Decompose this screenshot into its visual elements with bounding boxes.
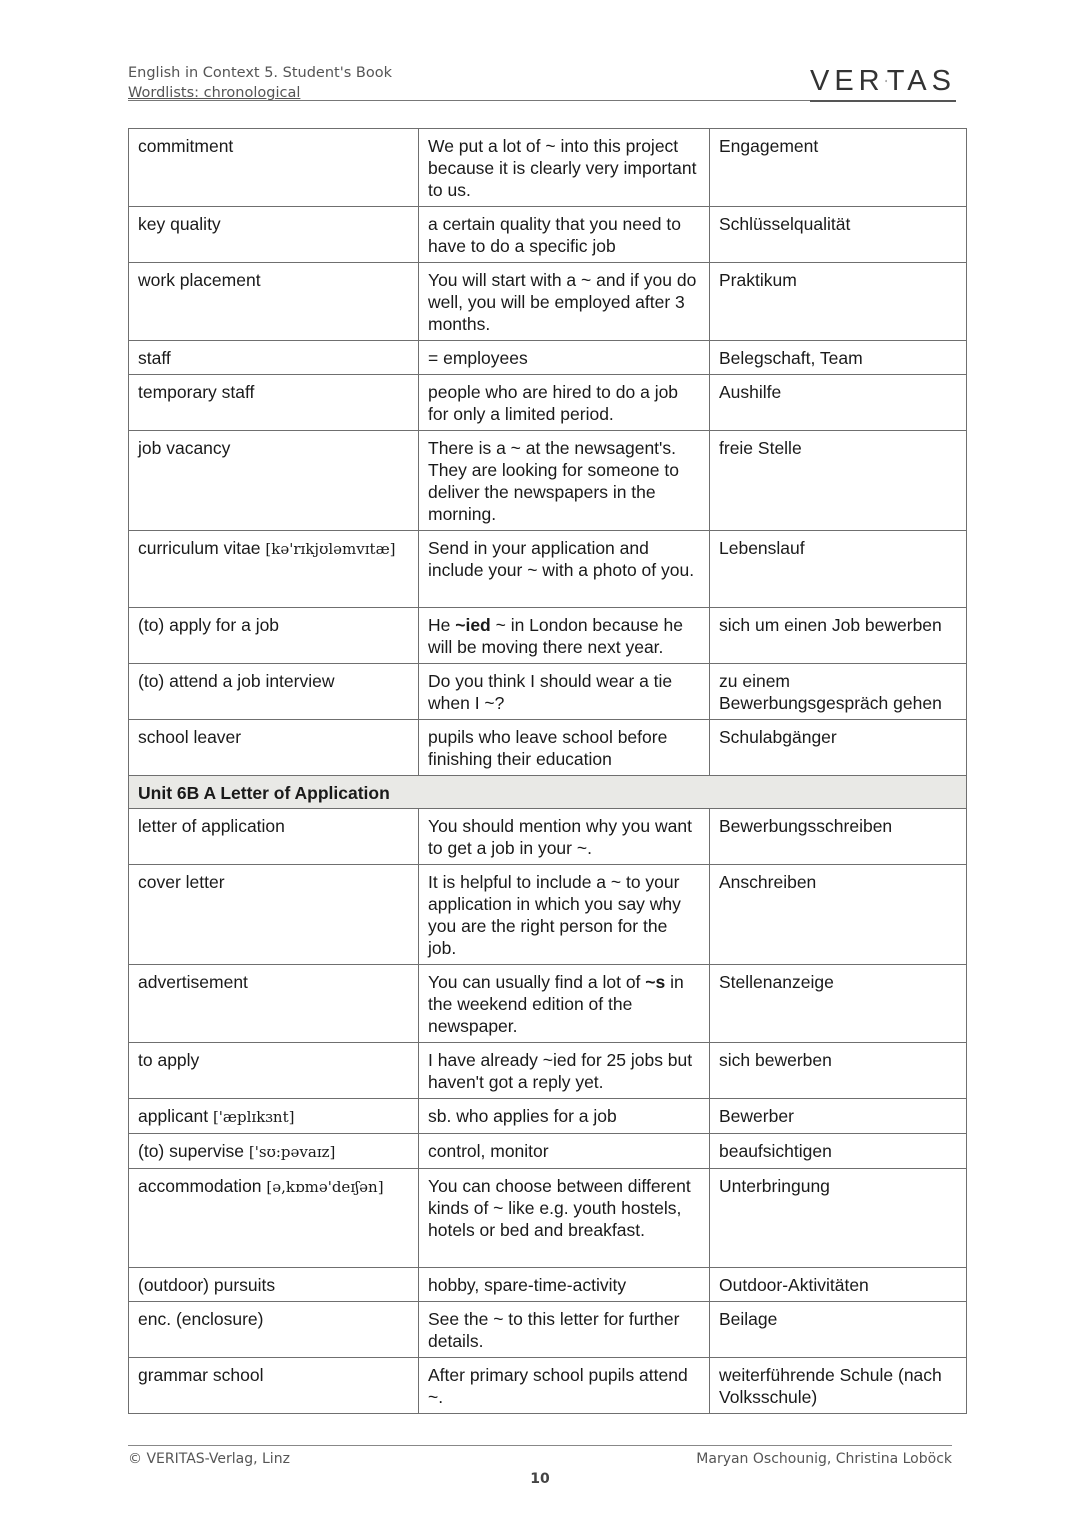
example-cell: You should mention why you want to get a job in your ~. (419, 809, 710, 865)
term-cell: grammar school (129, 1358, 419, 1414)
term-text: curriculum vitae (138, 538, 261, 558)
term-cell: commitment (129, 129, 419, 207)
example-bold-text: ~s (645, 972, 666, 992)
translation-cell: Bewerber (710, 1099, 967, 1134)
logo-text-right: TAS (886, 64, 956, 97)
term-cell (129, 531, 419, 608)
translation-cell: Bewerbungsschreiben (710, 809, 967, 865)
translation-cell: freie Stelle (710, 431, 967, 531)
example-cell: = employees (419, 341, 710, 375)
table-row (129, 1302, 967, 1358)
term-cell: (to) attend a job interview (129, 664, 419, 720)
translation-cell: zu einem Bewerbungsgespräch gehen (710, 664, 967, 720)
table-row (129, 809, 967, 865)
example-cell: people who are hired to do a job for only a limited period. (419, 375, 710, 431)
unit-heading: Unit 6B A Letter of Application (129, 776, 967, 809)
translation-cell: sich bewerben (710, 1043, 967, 1099)
term-cell: cover letter (129, 865, 419, 965)
term-cell: job vacancy (129, 431, 419, 531)
translation-cell: Outdoor-Aktivitäten (710, 1268, 967, 1302)
example-text: ~ in London because he will be moving there next year. (428, 615, 688, 657)
term-text: (to) supervise (138, 1141, 245, 1161)
unit-heading-row (129, 776, 967, 809)
pronunciation: [kə'rɪkjʊləmvɪtæ] (265, 540, 396, 558)
logo-text-left: VER (810, 64, 885, 97)
translation-cell: Schulabgänger (710, 720, 967, 776)
term-text: applicant (138, 1106, 209, 1126)
term-cell: (to) apply for a job (129, 608, 419, 664)
example-cell (419, 608, 710, 664)
pronunciation: [ə,kɒmə'deɪʃən] (266, 1178, 384, 1196)
page-header (128, 63, 392, 103)
translation-cell: beaufsichtigen (710, 1134, 967, 1169)
example-cell: sb. who applies for a job (419, 1099, 710, 1134)
example-cell: After primary school pupils attend ~. (419, 1358, 710, 1414)
translation-cell: Stellenanzeige (710, 965, 967, 1043)
footer-divider (128, 1445, 952, 1446)
translation-cell: Praktikum (710, 263, 967, 341)
table-row (129, 431, 967, 531)
table-row (129, 1169, 967, 1268)
translation-cell: Unterbringung (710, 1169, 967, 1268)
table-row (129, 608, 967, 664)
term-text: accommodation (138, 1176, 262, 1196)
example-cell: I have already ~ied for 25 jobs but haven't got a reply yet. (419, 1043, 710, 1099)
term-cell: key quality (129, 207, 419, 263)
logo-digit: 1 (885, 81, 887, 83)
author-credit: Maryan Oschounig, Christina Loböck (696, 1451, 952, 1467)
translation-cell: Belegschaft, Team (710, 341, 967, 375)
table-row (129, 375, 967, 431)
term-cell: to apply (129, 1043, 419, 1099)
example-cell: control, monitor (419, 1134, 710, 1169)
pronunciation: ['æplɪkɜnt] (212, 1108, 295, 1126)
example-cell: There is a ~ at the newsagent's. They are looking for someone to deliver the newspapers in the morning. (419, 431, 710, 531)
example-cell: a certain quality that you need to have to do a specific job (419, 207, 710, 263)
term-cell: advertisement (129, 965, 419, 1043)
translation-cell: Schlüsselqualität (710, 207, 967, 263)
term-cell: school leaver (129, 720, 419, 776)
publisher-credit: © VERITAS-Verlag, Linz (128, 1451, 290, 1467)
translation-cell: sich um einen Job bewerben (710, 608, 967, 664)
term-cell: (outdoor) pursuits (129, 1268, 419, 1302)
table-row (129, 865, 967, 965)
term-cell: enc. (enclosure) (129, 1302, 419, 1358)
term-cell: work placement (129, 263, 419, 341)
example-cell: You can choose between different kinds of ~ like e.g. youth hostels, hotels or bed and breakfast. (419, 1169, 710, 1268)
header-divider (128, 100, 812, 101)
example-cell: hobby, spare-time-activity (419, 1268, 710, 1302)
table-row (129, 664, 967, 720)
table-row (129, 1099, 967, 1134)
page-number: 10 (530, 1471, 550, 1487)
translation-cell: Aushilfe (710, 375, 967, 431)
table-row (129, 531, 967, 608)
example-cell: It is helpful to include a ~ to your application in which you say why you are the right person for the job. (419, 865, 710, 965)
term-cell (129, 1099, 419, 1134)
pronunciation: ['sʊ:pəvaɪz] (248, 1143, 336, 1161)
term-cell: staff (129, 341, 419, 375)
veritas-logo (810, 62, 956, 102)
table-row (129, 1043, 967, 1099)
table-row (129, 129, 967, 207)
example-cell: You will start with a ~ and if you do well, you will be employed after 3 months. (419, 263, 710, 341)
translation-cell: Beilage (710, 1302, 967, 1358)
example-cell: See the ~ to this letter for further details. (419, 1302, 710, 1358)
example-cell (419, 965, 710, 1043)
table-row (129, 1134, 967, 1169)
example-text: He (428, 615, 456, 635)
table-row (129, 263, 967, 341)
translation-cell: weiterführende Schule (nach Volksschule) (710, 1358, 967, 1414)
example-cell: We put a lot of ~ into this project because it is clearly very important to us. (419, 129, 710, 207)
wordlist-subtitle: Wordlists: chronological (128, 85, 301, 101)
table-row (129, 720, 967, 776)
table-row (129, 1268, 967, 1302)
term-cell: letter of application (129, 809, 419, 865)
table-row (129, 341, 967, 375)
translation-cell: Engagement (710, 129, 967, 207)
term-cell: temporary staff (129, 375, 419, 431)
term-cell (129, 1134, 419, 1169)
translation-cell: Anschreiben (710, 865, 967, 965)
example-cell: Send in your application and include your ~ with a photo of you. (419, 531, 710, 608)
vocabulary-table (128, 128, 967, 1414)
term-cell (129, 1169, 419, 1268)
example-bold-text: ~ied (455, 615, 491, 635)
example-cell: Do you think I should wear a tie when I ~? (419, 664, 710, 720)
table-row (129, 965, 967, 1043)
example-text: in the weekend edition of the newspaper. (428, 972, 689, 1036)
table-row (129, 1358, 967, 1414)
translation-cell: Lebenslauf (710, 531, 967, 608)
example-cell: pupils who leave school before finishing their education (419, 720, 710, 776)
table-row (129, 207, 967, 263)
book-title: English in Context 5. Student's Book (128, 65, 392, 81)
example-text: You can usually find a lot of (428, 972, 646, 992)
